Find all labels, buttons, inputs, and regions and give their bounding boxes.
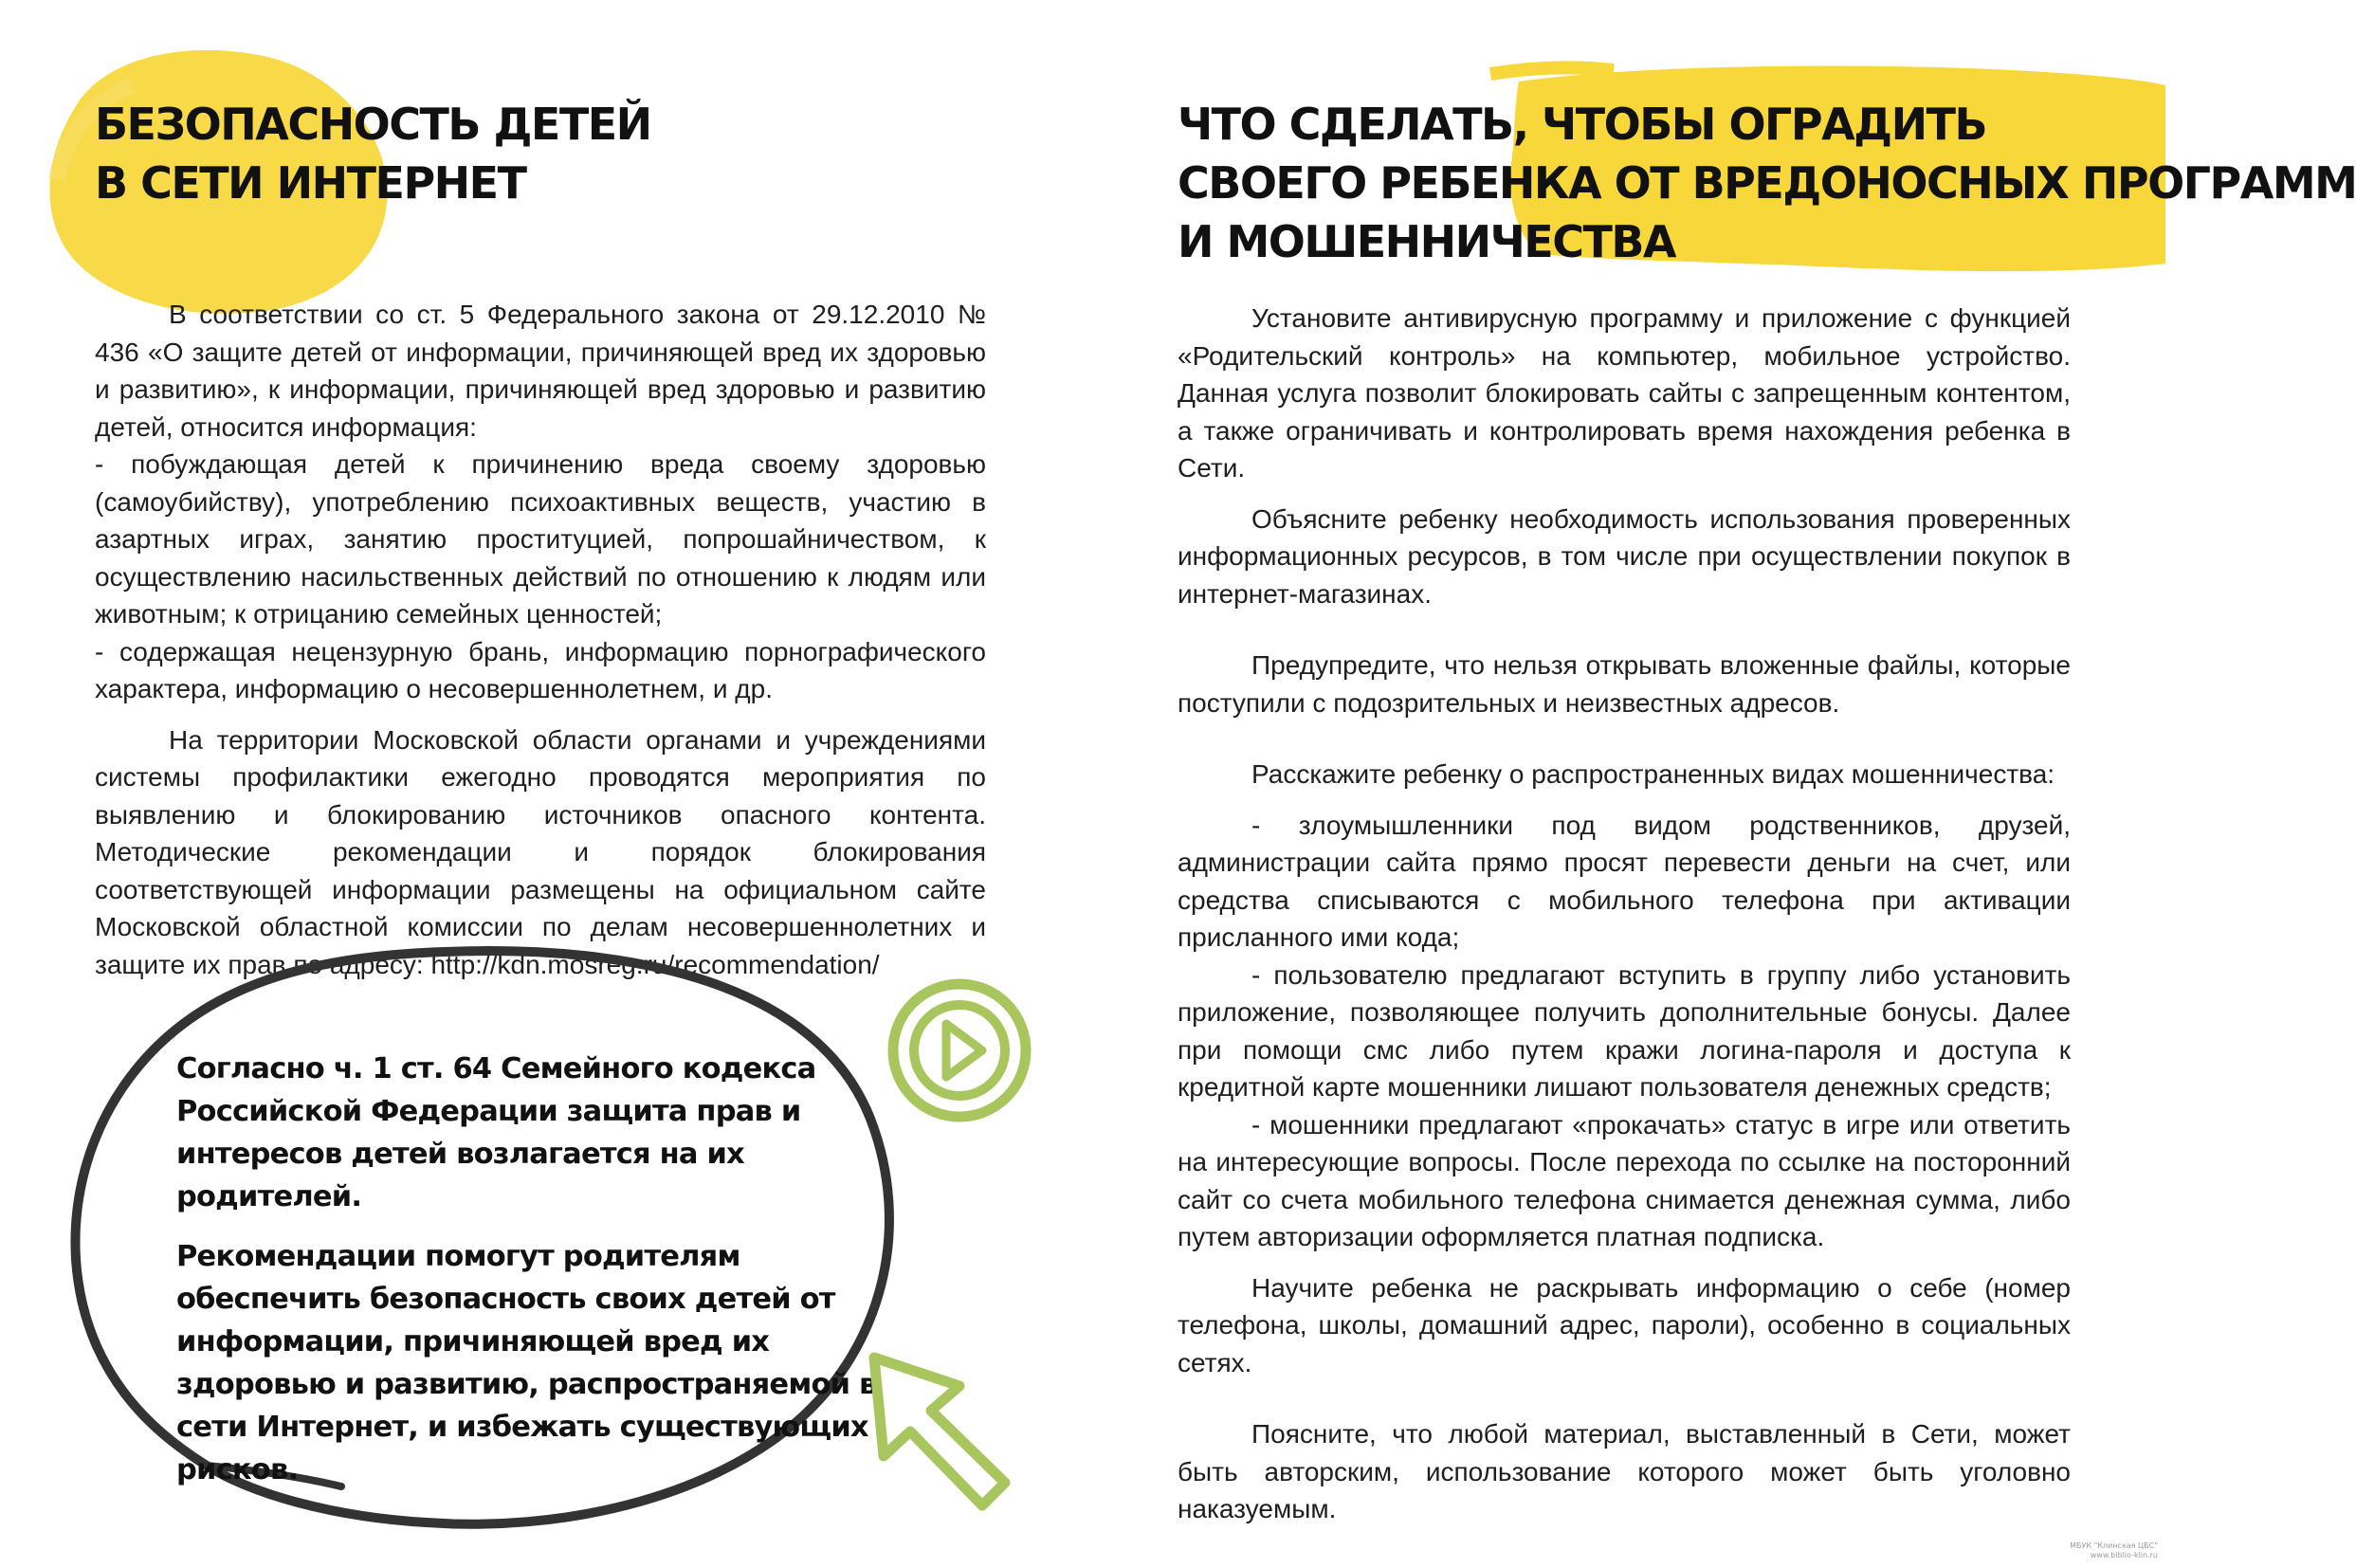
library-watermark <box>2025 1541 2158 1560</box>
play-circle-icon <box>874 965 1045 1136</box>
fraud-item: - мошенники предлагают «прокачать» статус в игре или ответить на интересующие вопросы. После перехода по ссылке на посторонний сайт со счета мобильного телефона снимается денежная сумма, либо путем авторизации оформляется платная подписка. <box>1178 1109 2071 1251</box>
moscow-paragraph: На территории Московской области органами и учреждениями системы профилактики ежегодно проводятся мероприятия по выявлению и блокированию источников опасного контента. Методические рекомендации и порядок блокирования соответствующей информации размещены на официальном сайте Московской областной комиссии по делам несовершеннолетних и защите их прав по адресу: http://kdn.mosreg.ru/recommendation/ <box>95 724 986 979</box>
copyright-paragraph: Поясните, что любой материал, выставленный в Сети, может быть авторским, использование которого может быть уголовно наказуемым. <box>1178 1419 2071 1523</box>
verified-resources-paragraph: Объясните ребенку необходимость использования проверенных информационных ресурсов, в том числе при осуществлении покупок в интернет-магазинах. <box>1178 503 2071 609</box>
left-page <box>0 0 1083 1568</box>
bubble-text <box>176 1048 878 1491</box>
watermark-line: www.biblio-klin.ru <box>2090 1551 2158 1559</box>
recommendation-paragraph: Рекомендации помогут родителям обеспечить безопасность своих детей от информации, причиняющей вред их здоровью и развитию, распространяемой в сети Интернет, и избежать существующих рисков. <box>176 1240 877 1486</box>
law-paragraph: В соответствии со ст. 5 Федерального закона от 29.12.2010 № 436 «О защите детей от информации, причиняющей вред их здоровью и развитию», к информации, причиняющей вред здоровью и развитию детей, относится информация: <box>95 300 986 442</box>
title-line: СВОЕГО РЕБЕНКА ОТ ВРЕДОНОСНЫХ ПРОГРАММ <box>1178 157 2356 209</box>
left-title <box>95 95 651 212</box>
privacy-paragraph: Научите ребенка не раскрывать информацию о себе (номер телефона, школы, домашний адрес, пароли), особенно в социальных сетях. <box>1178 1272 2071 1377</box>
title-line: БЕЗОПАСНОСТЬ ДЕТЕЙ <box>95 99 651 150</box>
fraud-item: - пользователю предлагают вступить в группу либо установить приложение, позволяющее получить дополнительные бонусы. Далее при помощи смс либо путем кражи логина-пароля и доступа к кредитной карте мошенники лишают пользователя денежных средств; <box>1178 959 2071 1102</box>
arrow-pointer-icon <box>861 1344 1050 1524</box>
watermark-line: МБУК "Клинская ЦБС" <box>2070 1541 2158 1550</box>
list-item: - побуждающая детей к причинению вреда своему здоровью (самоубийству), употреблению психоактивных веществ, участию в азартных играх, занятию проституцией, попрошайничеством, к осуществлению насильственных действий по отношению к людям или животным; к отрицанию семейных ценностей; <box>95 449 986 629</box>
right-title <box>1178 95 2356 271</box>
title-line: И МОШЕННИЧЕСТВА <box>1178 216 1676 267</box>
fraud-intro-paragraph: Расскажите ребенку о распространенных видах мошенничества: <box>1251 759 2055 789</box>
antivirus-paragraph: Установите антивирусную программу и приложение с функцией «Родительский контроль» на компьютер, мобильное устройство. Данная услуга позволит блокировать сайты с запрещенным контентом, а также ограничивать и контролировать время нахождения ребенка в Сети. <box>1178 303 2071 483</box>
left-body <box>95 296 986 983</box>
attachments-paragraph: Предупредите, что нельзя открывать вложенные файлы, которые поступили с подозрительных и неизвестных адресов. <box>1178 650 2071 718</box>
fraud-item: - злоумышленники под видом родственников, друзей, администрации сайта прямо просят перевести деньги на счет, или средства списываются с мобильного телефона при активации присланного ими кода; <box>1178 810 2071 952</box>
right-body <box>1178 300 2071 1528</box>
list-item: - содержащая нецензурную брань, информацию порнографического характера, информацию о несовершеннолетнем, и др. <box>95 636 986 703</box>
title-line: В СЕТИ ИНТЕРНЕТ <box>95 157 526 209</box>
title-line: ЧТО СДЕЛАТЬ, ЧТОБЫ ОГРАДИТЬ <box>1178 99 1987 150</box>
right-page <box>1083 0 2356 1568</box>
family-code-paragraph: Согласно ч. 1 ст. 64 Семейного кодекса Российской Федерации защита прав и интересов детей возлагается на их родителей. <box>176 1052 816 1213</box>
